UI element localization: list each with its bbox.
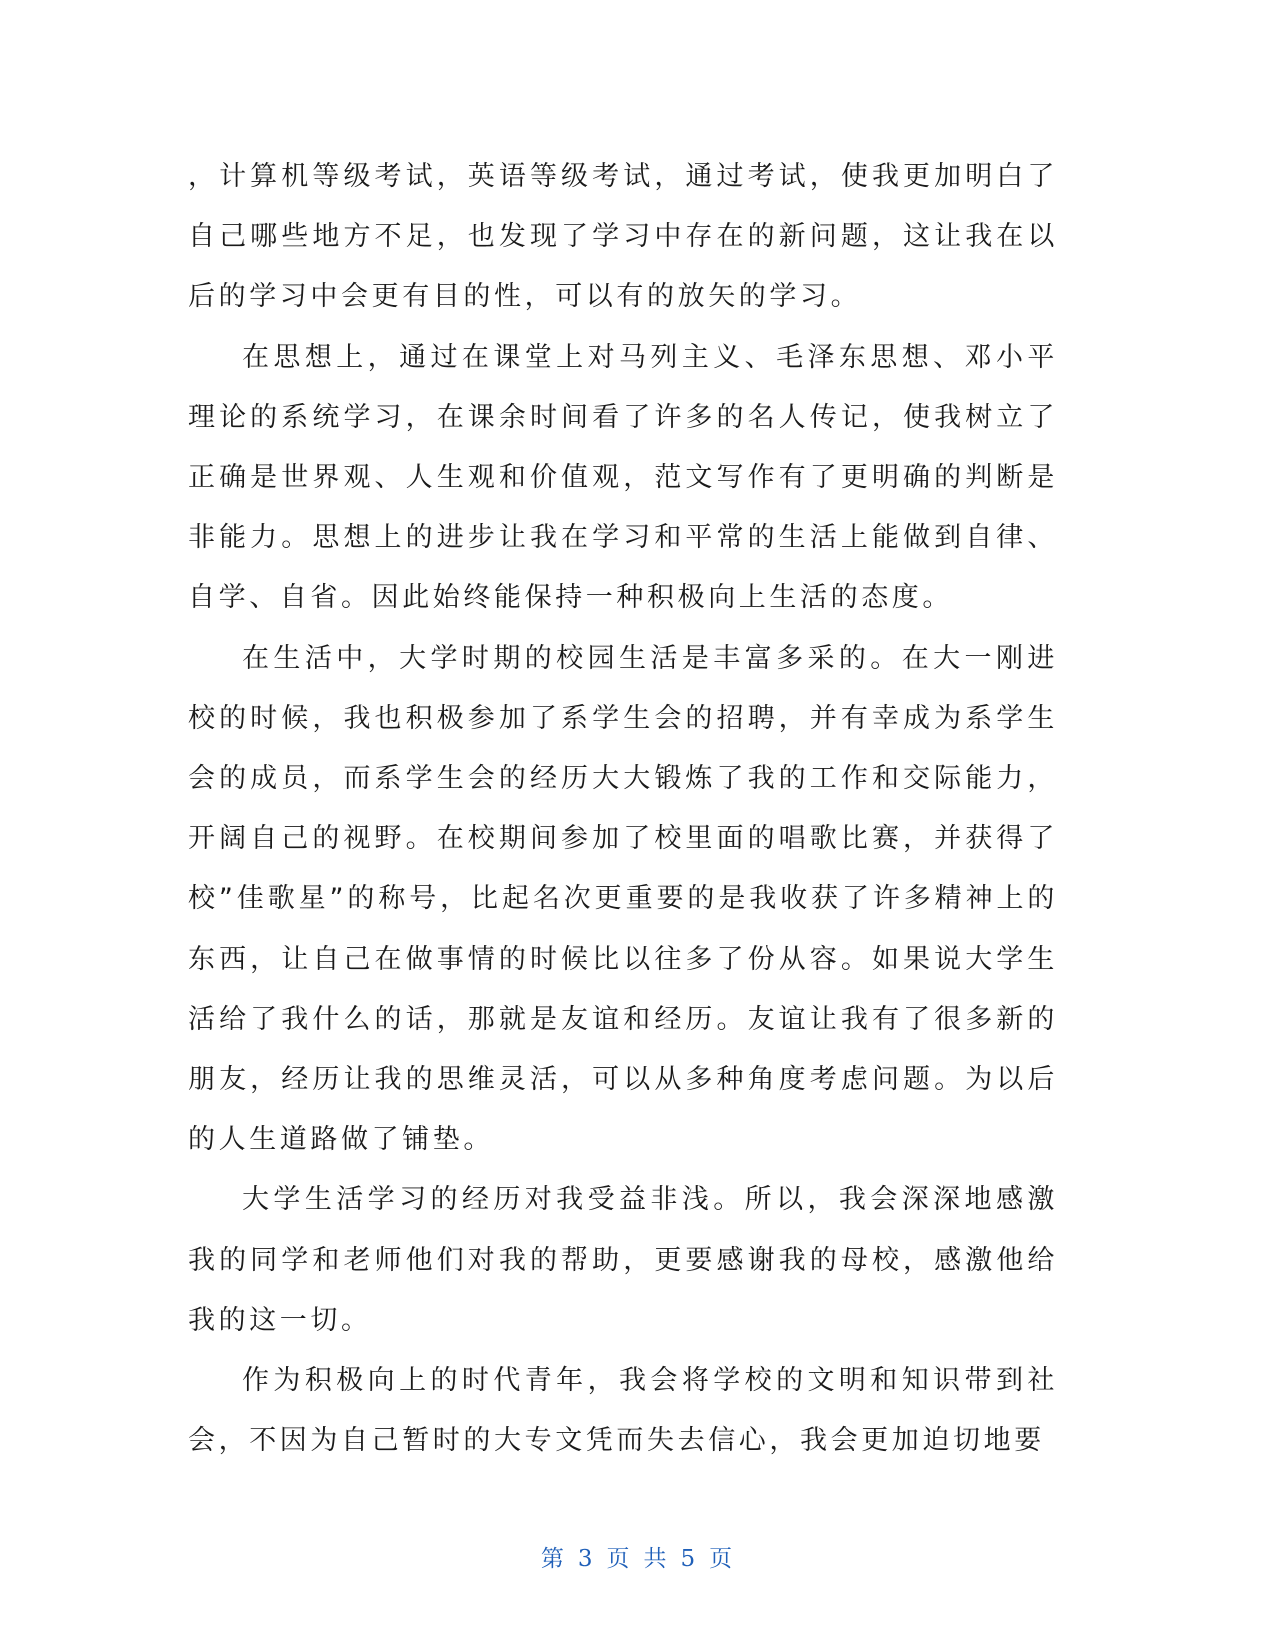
- paragraph-3: 在生活中，大学时期的校园生活是丰富多采的。在大一刚进校的时候，我也积极参加了系学生会的招聘，并有幸成为系学生会的成员，而系学生会的经历大大锻炼了我的工作和交际能力，开阔自己的视野。在校期间参加了校里面的唱歌比赛，并获得了校”佳歌星”的称号，比起名次更重要的是我收获了许多精神上的东西，让自己在做事情的时候比以往多了份从容。如果说大学生活给了我什么的话，那就是友谊和经历。友谊让我有了很多新的朋友，经历让我的思维灵活，可以从多种角度考虑问题。为以后的人生道路做了铺垫。: [188, 642, 1058, 1156]
- footer-total-prefix: 共: [643, 1546, 669, 1572]
- paragraph-4: 大学生活学习的经历对我受益非浅。所以，我会深深地感激我的同学和老师他们对我的帮助，更要感谢我的母校，感激他给我的这一切。: [188, 1184, 1058, 1336]
- footer-page-word: 页: [606, 1546, 632, 1572]
- footer-total-suffix: 页: [709, 1546, 735, 1572]
- paragraph-5: 作为积极向上的时代青年，我会将学校的文明和知识带到社会，不因为自己暂时的大专文凭而失去信心，我会更加迫切地要: [188, 1365, 1058, 1457]
- footer-current-page: 3: [577, 1546, 595, 1572]
- paragraph-2: 在思想上，通过在课堂上对马列主义、毛泽东思想、邓小平理论的系统学习，在课余时间看了许多的名人传记，使我树立了正确是世界观、人生观和价值观，范文写作有了更明确的判断是非能力。思想上的进步让我在学习和平常的生活上能做到自律、自学、自省。因此始终能保持一种积极向上生活的态度。: [188, 341, 1058, 614]
- page-number-footer: [0, 1540, 1275, 1573]
- footer-total-pages: 5: [680, 1546, 698, 1572]
- body-text: [188, 147, 1058, 1471]
- footer-prefix: 第: [540, 1546, 566, 1572]
- paragraph-1: ，计算机等级考试，英语等级考试，通过考试，使我更加明白了自己哪些地方不足，也发现了学习中存在的新问题，这让我在以后的学习中会更有目的性，可以有的放矢的学习。: [188, 161, 1058, 313]
